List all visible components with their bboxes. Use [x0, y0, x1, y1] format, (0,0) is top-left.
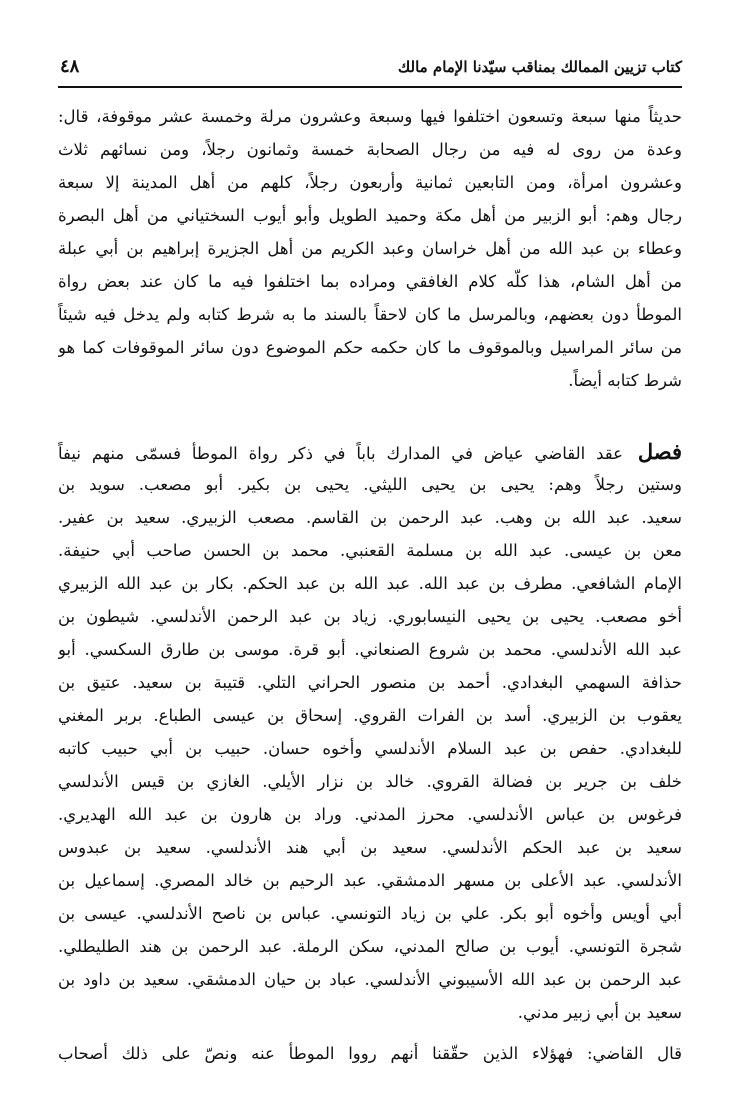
text-line: سعيد بن أبي زبير مدني.: [517, 1003, 682, 1022]
text-line: حديثاً منها سبعة وتسعون اختلفوا فيها وسبعة وعشرون مرلة وخمسة عشر موقوفة، قال:: [58, 107, 682, 126]
text-line-first: [58, 435, 682, 468]
text-line: عبد الله الأندلسي. محمد بن شروع الصنعاني. أبو قرة. موسى بن طارق السكسي. أبو: [58, 640, 682, 659]
text-line: من أهل الشام، هذا كلّه كلام الغافقي ومراده بما اختلفوا فيه ما كان عند بعض رواة: [58, 272, 682, 291]
text-line: أبي أويس وأخوه أبو بكر. علي بن زياد التونسي. عباس بن ناصح الأندلسي. عيسى بن: [58, 904, 682, 923]
text-line: وعدة من روى له فيه من رجال الصحابة خمسة وثمانون رجلاً، ومن نسائهم ثلاث: [58, 140, 682, 159]
running-header: [58, 54, 682, 84]
paragraph-1: [58, 100, 682, 397]
body-text: [58, 100, 682, 1070]
text-line: من سائر المراسيل وبالموقوف ما كان حكمه حكم الموضوع دون سائر الموقوفات كما هو: [58, 338, 682, 357]
text-line: سعيد بن عبد الحكم الأندلسي. سعيد بن أبي هند الأندلسي. سعيد بن عبدوس: [58, 838, 682, 857]
text-line: حذافة السهمي البغدادي. أحمد بن منصور الحراني التلي. قتيبة بن سعيد. عتيق بن: [58, 673, 682, 692]
text-line: الإمام الشافعي. مطرف بن عبد الله. عبد الله بن عبد الحكم. بكار بن عبد الله الزبيري: [58, 574, 682, 593]
text-line: خلف بن جرير بن فضالة القروي. خالد بن نزار الأيلي. الغازي بن قيس الأندلسي: [58, 772, 682, 791]
paragraph-3: [58, 1037, 682, 1070]
text-line: رجال وهم: أبو الزبير من أهل مكة وحميد الطويل وأبو أيوب السختياني من أهل البصرة: [58, 206, 682, 225]
paragraph-gap: [58, 397, 682, 435]
section-first-line: عقد القاضي عياض في المدارك باباً في ذكر رواة الموطأ فسمّى منهم نيفاً: [58, 444, 623, 463]
book-title: كتاب تزيين الممالك بمناقب سيّدنا الإمام مالك: [397, 58, 682, 76]
paragraph-2: [58, 435, 682, 1029]
text-line: شجرة التونسي. أيوب بن صالح المدني، سكن الرملة. عبد الرحمن بن هند الطليطلي.: [58, 937, 682, 956]
header-rule: [58, 86, 682, 88]
page-number: ٤٨: [60, 56, 80, 77]
text-line: شرط كتابه أيضاً.: [568, 371, 682, 390]
text-line: أخو مصعب. يحيى بن يحيى النيسابوري. زياد بن عبد الرحمن الأندلسي. شيطون بن: [58, 607, 682, 626]
text-line: للبغدادي. حفص بن عبد السلام الأندلسي وأخوه حسان. حبيب بن أبي حبيب كاتبه: [58, 739, 682, 758]
text-line: الموطأ دون بعضهم، وبالمرسل ما كان لاحقاً بالسند ما به شرط كتابه ولم يدخل فيه شيئاً: [58, 305, 682, 324]
section-heading: فصل: [637, 439, 682, 464]
text-line: معن بن عيسى. عبد الله بن مسلمة القعنبي. محمد بن الحسن صاحب أبي حنيفة.: [58, 541, 682, 560]
text-line: عبد الرحمن بن عبد الله الأسيبوني الأندلسي. عباد بن حيان الدمشقي. سعيد بن داود بن: [58, 970, 682, 989]
text-line: يعقوب بن الزبيري. أسد بن الفرات القروي. إسحاق بن عيسى الطباع. بربر المغني: [58, 706, 682, 725]
text-line: سعيد. عبد الله بن وهب. عبد الرحمن بن القاسم. مصعب الزبيري. سعيد بن عفير.: [58, 508, 682, 527]
text-line: فرغوس بن عباس الأندلسي. محرز المدني. وراد بن هارون بن عبد الله الهديري.: [58, 805, 682, 824]
text-line: وعطاء بن عبد الله من أهل خراسان وعبد الكريم من أهل الجزيرة إبراهيم بن أبي عبلة: [58, 239, 682, 258]
paragraph-gap: [58, 1029, 682, 1037]
text-line: وستين رجلاً وهم: يحيى بن يحيى الليثي. يحيى بن بكير. أبو مصعب. سويد بن: [58, 475, 682, 494]
text-line: قال القاضي: فهؤلاء الذين حقّقنا أنهم رووا الموطأ عنه ونصّ على ذلك أصحاب: [58, 1044, 682, 1063]
text-line: وعشرون امرأة، ومن التابعين ثمانية وأربعون رجلاً، كلهم من أهل المدينة إلا سبعة: [58, 173, 682, 192]
text-line: الأندلسي. عبد الأعلى بن مسهر الدمشقي. عبد الرحيم بن خالد المصري. إسماعيل بن: [58, 871, 682, 890]
